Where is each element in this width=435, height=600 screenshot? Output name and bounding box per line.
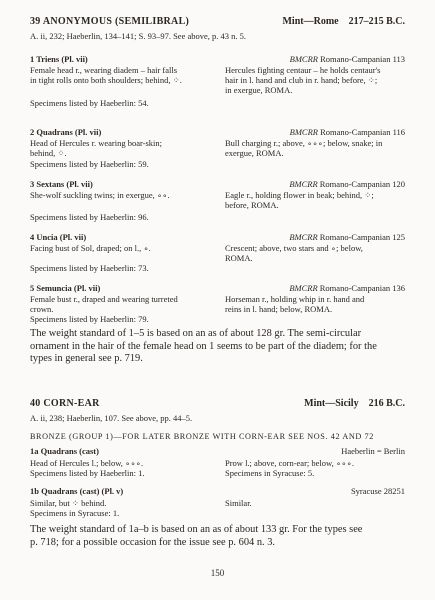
item-4-specimens: Specimens listed by Haeberlin: 73. xyxy=(30,263,149,273)
item-3-head-row xyxy=(30,179,405,189)
reverse-description: Prow l.; above, corn-ear; below, ∘∘∘. Specimens in Syracuse: 5. xyxy=(225,458,354,478)
item-reference: BMCRR Romano-Campanian 136 xyxy=(289,283,405,293)
section-39-header xyxy=(30,16,405,27)
item-1b-head-row xyxy=(30,486,405,496)
item-head: 3 Sextans (Pl. vii) xyxy=(30,179,93,189)
item-5-description xyxy=(30,294,405,314)
item-2-specimens: Specimens listed by Haeberlin: 59. xyxy=(30,159,149,169)
item-reference: BMCRR Romano-Campanian 125 xyxy=(289,232,405,242)
section-39-note: The weight standard of 1–5 is based on an as of about 128 gr. The semi-circular ornament in the hair of the female head on 1 seems to be part of the diadem; for the types in general see p. 719. xyxy=(30,328,377,365)
obverse-description: Facing bust of Sol, draped; on l., ∘. xyxy=(30,243,151,253)
section-40-mint: Mint—Sicily xyxy=(304,398,359,409)
item-head: 1a Quadrans (cast) xyxy=(30,446,99,456)
reverse-description: Bull charging r.; above, ∘∘∘; below, snake; in exergue, ROMA. xyxy=(225,138,383,158)
reverse-description: Hercules fighting centaur – he holds centaur's hair in l. hand and club in r. hand; before, ⁘; in exergue, ROMA. xyxy=(225,65,381,95)
obverse-description: Similar, but ⁘ behind. Specimens in Syracuse: 1. xyxy=(30,498,120,518)
section-40-date: 216 B.C. xyxy=(368,398,405,409)
item-5-specimens: Specimens listed by Haeberlin: 79. xyxy=(30,314,149,324)
item-1a-head-row xyxy=(30,446,405,456)
section-39-refs: A. ii, 232; Haeberlin, 134–141; S. 93–97. See above, p. 43 n. 5. xyxy=(30,31,247,41)
group-heading: BRONZE (GROUP 1)—FOR LATER BRONZE WITH CORN-EAR SEE NOS. 42 AND 72 xyxy=(30,432,374,441)
obverse-description: Female head r., wearing diadem – hair falls in tight rolls onto both shoulders; behind, ⁘. xyxy=(30,65,182,85)
reverse-description: Eagle r., holding flower in beak; behind, ⁘; before, ROMA. xyxy=(225,190,374,210)
item-head: 1 Triens (Pl. vii) xyxy=(30,54,88,64)
obverse-description: Female bust r., draped and wearing turreted crown. xyxy=(30,294,178,314)
section-40-refs: A. ii, 238; Haeberlin, 107. See above, pp. 44–5. xyxy=(30,413,193,423)
item-head: 4 Uncia (Pl. vii) xyxy=(30,232,87,242)
reverse-description: Similar. xyxy=(225,498,252,508)
item-1a-description xyxy=(30,458,405,478)
obverse-description: Head of Hercules l.; below, ∘∘∘. Specimens listed by Haeberlin: 1. xyxy=(30,458,145,478)
item-2-head-row xyxy=(30,127,405,137)
section-39-date: 217–215 B.C. xyxy=(348,16,405,27)
obverse-description: She-wolf suckling twins; in exergue, ∘∘. xyxy=(30,190,170,200)
item-1-description xyxy=(30,65,405,95)
item-1-specimens: Specimens listed by Haeberlin: 54. xyxy=(30,98,149,108)
obverse-description: Head of Hercules r. wearing boar-skin; behind, ⁘. xyxy=(30,138,163,158)
section-40-note: The weight standard of 1a–b is based on an as of about 133 gr. For the types see p. 718; for a possible occasion for the issue see p. 604 n. 3. xyxy=(30,524,363,548)
item-reference: BMCRR Romano-Campanian 120 xyxy=(289,179,405,189)
item-head: 2 Quadrans (Pl. vii) xyxy=(30,127,102,137)
section-39-mint: Mint—Rome xyxy=(282,16,339,27)
reverse-description: Horseman r., holding whip in r. hand and reins in l. hand; below, ROMA. xyxy=(225,294,365,314)
item-3-description xyxy=(30,190,405,210)
item-1-head-row xyxy=(30,54,405,64)
reverse-description: Crescent; above, two stars and ∘; below, ROMA. xyxy=(225,243,363,263)
section-39-title: 39 ANONYMOUS (SEMILIBRAL) xyxy=(30,16,190,27)
item-reference: Haeberlin = Berlin xyxy=(341,446,405,456)
item-reference: Syracuse 28251 xyxy=(350,486,405,496)
item-reference: BMCRR Romano-Campanian 113 xyxy=(289,54,405,64)
item-reference: BMCRR Romano-Campanian 116 xyxy=(289,127,405,137)
page-number: 150 xyxy=(210,568,225,578)
item-1b-description xyxy=(30,498,405,518)
section-40-title: 40 CORN-EAR xyxy=(30,398,100,409)
item-5-head-row xyxy=(30,283,405,293)
item-head: 5 Semuncia (Pl. vii) xyxy=(30,283,101,293)
item-2-description xyxy=(30,138,405,158)
item-4-head-row xyxy=(30,232,405,242)
item-4-description xyxy=(30,243,405,263)
item-head: 1b Quadrans (cast) (Pl. v) xyxy=(30,486,124,496)
item-3-specimens: Specimens listed by Haeberlin: 96. xyxy=(30,212,149,222)
section-40-header xyxy=(30,398,405,409)
